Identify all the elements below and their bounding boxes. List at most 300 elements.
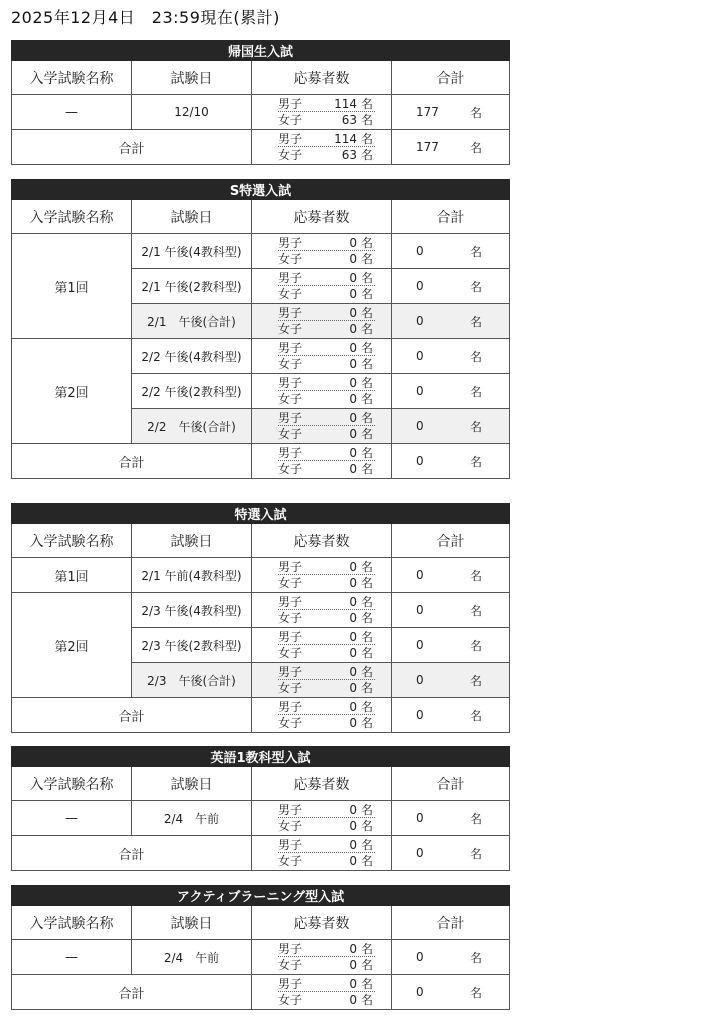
table-title-row [12,180,510,200]
applicants-cell [252,409,392,444]
unit-label: 名 [361,322,374,336]
header-exam-name: 入学試験名称 [12,767,132,801]
male-count [278,340,375,356]
count-value: 0 [349,375,357,390]
gender-label: 男子 [278,96,303,111]
total-value: 0 [416,244,424,258]
unit-label: 名 [470,349,483,364]
unit-label: 名 [470,603,483,618]
sum-row [12,975,510,1010]
exam-name-cell: 第2回 [12,339,132,444]
total-cell [392,698,510,733]
table-row [12,940,510,975]
applicants-breakdown [252,975,391,1009]
male-count [278,410,375,426]
female-count [278,645,375,661]
total-value: 0 [416,638,424,652]
gender-label: 男子 [278,235,303,250]
unit-label: 名 [361,148,374,162]
table-title: アクティブラーニング型入試 [12,886,510,906]
count-value: 0 [349,837,357,852]
exam-name-cell: — [12,801,132,836]
unit-label: 名 [361,270,374,285]
male-count [278,96,375,112]
unit-label: 名 [470,846,483,861]
count-value: 0 [349,802,357,817]
header-exam-name: 入学試験名称 [12,906,132,940]
exam-date-cell: 2/2 午後(2教科型) [132,374,252,409]
applicants-breakdown [252,409,391,443]
exam-date-cell: 2/1 午後(合計) [132,304,252,339]
unit-label: 名 [470,568,483,583]
sum-row [12,698,510,733]
applicants-cell [252,304,392,339]
header-exam-date: 試験日 [132,200,252,234]
female-count [278,818,375,834]
unit-label: 名 [361,611,374,625]
unit-label: 名 [361,664,374,679]
total-cell [392,628,510,663]
male-count [278,976,375,992]
table-row [12,558,510,593]
total-value: 0 [416,950,424,964]
sum-label: 合計 [12,836,252,871]
applicants-breakdown [252,940,391,974]
female-count [278,356,375,372]
applicants-cell [252,269,392,304]
applicants-cell [252,95,392,130]
table-title: 英語1教科型入試 [12,747,510,767]
header-row [12,200,510,234]
female-count [278,321,375,337]
header-row [12,61,510,95]
table-title-row [12,504,510,524]
count-value: 0 [349,445,357,460]
applicants-cell [252,593,392,628]
unit-label: 名 [361,392,374,406]
male-count [278,837,375,853]
unit-label: 名 [470,384,483,399]
gender-label: 女子 [278,576,303,590]
gender-label: 女子 [278,113,303,127]
male-count [278,629,375,645]
total-cell [392,593,510,628]
entrance-exam-table [11,503,510,733]
header-exam-date: 試験日 [132,767,252,801]
total-value: 0 [416,568,424,582]
header-exam-name: 入学試験名称 [12,200,132,234]
gender-label: 女子 [278,287,303,301]
sum-row [12,836,510,871]
applicants-cell [252,374,392,409]
total-value: 0 [416,384,424,398]
unit-label: 名 [361,252,374,266]
total-cell [392,663,510,698]
male-count [278,445,375,461]
total-value: 0 [416,985,424,999]
total-cell [392,304,510,339]
applicants-cell [252,444,392,479]
unit-label: 名 [361,941,374,956]
gender-label: 男子 [278,802,303,817]
gender-label: 男子 [278,976,303,991]
count-value: 0 [349,462,357,476]
total-value: 0 [416,279,424,293]
applicants-breakdown [252,339,391,373]
gender-label: 男子 [278,445,303,460]
unit-label: 名 [470,708,483,723]
total-value: 0 [416,673,424,687]
gender-label: 女子 [278,819,303,833]
unit-label: 名 [361,427,374,441]
count-value: 0 [349,427,357,441]
applicants-cell [252,940,392,975]
applicants-cell [252,339,392,374]
total-value: 0 [416,454,424,468]
applicants-breakdown [252,558,391,592]
unit-label: 名 [361,802,374,817]
total-cell [392,444,510,479]
total-cell [392,409,510,444]
female-count [278,112,375,128]
unit-label: 名 [470,638,483,653]
gender-label: 男子 [278,131,303,146]
header-exam-date: 試験日 [132,61,252,95]
entrance-exam-table [11,746,510,871]
unit-label: 名 [361,837,374,852]
unit-label: 名 [361,646,374,660]
male-count [278,594,375,610]
total-cell [392,234,510,269]
unit-label: 名 [470,985,483,1000]
unit-label: 名 [470,419,483,434]
applicants-cell [252,836,392,871]
female-count [278,286,375,302]
header-total: 合計 [392,524,510,558]
count-value: 0 [349,819,357,833]
gender-label: 男子 [278,629,303,644]
applicants-cell [252,234,392,269]
male-count [278,235,375,251]
count-value: 114 [334,96,357,111]
applicants-breakdown [252,374,391,408]
unit-label: 名 [470,244,483,259]
gender-label: 女子 [278,322,303,336]
applicants-breakdown [252,836,391,870]
unit-label: 名 [361,445,374,460]
header-total: 合計 [392,906,510,940]
unit-label: 名 [361,594,374,609]
unit-label: 名 [361,287,374,301]
female-count [278,147,375,163]
total-cell [392,339,510,374]
header-total: 合計 [392,200,510,234]
header-total: 合計 [392,767,510,801]
count-value: 0 [349,235,357,250]
entrance-exam-table [11,885,510,1010]
gender-label: 男子 [278,594,303,609]
applicants-cell [252,558,392,593]
male-count [278,802,375,818]
count-value: 0 [349,340,357,355]
gender-label: 女子 [278,681,303,695]
count-value: 0 [349,357,357,371]
gender-label: 男子 [278,664,303,679]
unit-label: 名 [470,105,483,120]
table-row [12,593,510,628]
applicants-breakdown [252,234,391,268]
unit-label: 名 [470,314,483,329]
unit-label: 名 [361,681,374,695]
count-value: 0 [349,646,357,660]
header-applicants: 応募者数 [252,767,392,801]
count-value: 63 [341,148,357,162]
total-cell [392,130,510,165]
female-count [278,680,375,696]
male-count [278,305,375,321]
count-value: 0 [349,252,357,266]
unit-label: 名 [361,340,374,355]
female-count [278,992,375,1008]
sum-label: 合計 [12,130,252,165]
gender-label: 男子 [278,340,303,355]
header-exam-name: 入学試験名称 [12,524,132,558]
sum-row [12,130,510,165]
exam-date-cell: 2/3 午後(合計) [132,663,252,698]
total-value: 0 [416,811,424,825]
total-value: 0 [416,349,424,363]
count-value: 0 [349,941,357,956]
unit-label: 名 [470,950,483,965]
unit-label: 名 [361,559,374,574]
unit-label: 名 [361,819,374,833]
gender-label: 女子 [278,148,303,162]
gender-label: 男子 [278,699,303,714]
header-total: 合計 [392,61,510,95]
gender-label: 女子 [278,427,303,441]
count-value: 0 [349,287,357,301]
gender-label: 女子 [278,357,303,371]
unit-label: 名 [361,357,374,371]
unit-label: 名 [361,993,374,1007]
female-count [278,426,375,442]
applicants-cell [252,130,392,165]
exam-date-cell: 2/1 午後(4教科型) [132,234,252,269]
female-count [278,853,375,869]
male-count [278,559,375,575]
male-count [278,375,375,391]
unit-label: 名 [361,716,374,730]
total-cell [392,940,510,975]
page-title: 2025年12月4日 23:59現在(累計) [11,8,280,27]
male-count [278,131,375,147]
count-value: 0 [349,681,357,695]
applicants-breakdown [252,663,391,697]
count-value: 0 [349,629,357,644]
header-row [12,906,510,940]
table-row [12,95,510,130]
header-exam-date: 試験日 [132,906,252,940]
gender-label: 女子 [278,462,303,476]
count-value: 0 [349,410,357,425]
applicants-cell [252,975,392,1010]
total-value: 0 [416,603,424,617]
table-row [12,234,510,269]
unit-label: 名 [470,673,483,688]
female-count [278,575,375,591]
total-cell [392,558,510,593]
table-row [12,801,510,836]
applicants-breakdown [252,269,391,303]
unit-label: 名 [470,279,483,294]
unit-label: 名 [361,976,374,991]
unit-label: 名 [361,462,374,476]
male-count [278,664,375,680]
count-value: 0 [349,576,357,590]
gender-label: 男子 [278,559,303,574]
total-cell [392,374,510,409]
header-applicants: 応募者数 [252,524,392,558]
unit-label: 名 [470,140,483,155]
exam-name-cell: — [12,95,132,130]
unit-label: 名 [361,235,374,250]
applicants-cell [252,698,392,733]
unit-label: 名 [470,811,483,826]
header-applicants: 応募者数 [252,61,392,95]
exam-name-cell: — [12,940,132,975]
sum-label: 合計 [12,975,252,1010]
unit-label: 名 [361,305,374,320]
gender-label: 男子 [278,305,303,320]
unit-label: 名 [361,629,374,644]
count-value: 0 [349,270,357,285]
total-cell [392,95,510,130]
gender-label: 女子 [278,392,303,406]
total-value: 0 [416,419,424,433]
count-value: 0 [349,611,357,625]
count-value: 0 [349,392,357,406]
total-cell [392,836,510,871]
total-value: 177 [416,140,439,154]
unit-label: 名 [361,576,374,590]
exam-date-cell: 2/3 午後(4教科型) [132,593,252,628]
count-value: 0 [349,958,357,972]
sum-row [12,444,510,479]
exam-name-cell: 第2回 [12,593,132,698]
applicants-breakdown [252,801,391,835]
sum-label: 合計 [12,698,252,733]
table-title: 特選入試 [12,504,510,524]
gender-label: 女子 [278,646,303,660]
count-value: 0 [349,854,357,868]
applicants-breakdown [252,444,391,478]
female-count [278,610,375,626]
total-cell [392,801,510,836]
unit-label: 名 [361,113,374,127]
count-value: 0 [349,594,357,609]
gender-label: 女子 [278,993,303,1007]
applicants-breakdown [252,698,391,732]
count-value: 0 [349,993,357,1007]
gender-label: 女子 [278,958,303,972]
female-count [278,957,375,973]
exam-date-cell: 2/1 午前(4教科型) [132,558,252,593]
count-value: 114 [334,131,357,146]
unit-label: 名 [361,410,374,425]
exam-name-cell: 第1回 [12,558,132,593]
gender-label: 女子 [278,252,303,266]
total-value: 0 [416,708,424,722]
male-count [278,270,375,286]
gender-label: 女子 [278,611,303,625]
applicants-cell [252,663,392,698]
exam-date-cell: 12/10 [132,95,252,130]
header-exam-date: 試験日 [132,524,252,558]
exam-date-cell: 2/2 午後(合計) [132,409,252,444]
entrance-exam-table [11,179,510,479]
applicants-cell [252,628,392,663]
table-title: S特選入試 [12,180,510,200]
table-row [12,339,510,374]
table-title-row [12,41,510,61]
gender-label: 男子 [278,410,303,425]
count-value: 0 [349,699,357,714]
count-value: 63 [341,113,357,127]
gender-label: 男子 [278,375,303,390]
unit-label: 名 [361,854,374,868]
unit-label: 名 [470,454,483,469]
gender-label: 男子 [278,941,303,956]
female-count [278,715,375,731]
exam-date-cell: 2/1 午後(2教科型) [132,269,252,304]
female-count [278,391,375,407]
female-count [278,461,375,477]
header-exam-name: 入学試験名称 [12,61,132,95]
count-value: 0 [349,559,357,574]
gender-label: 男子 [278,837,303,852]
gender-label: 女子 [278,854,303,868]
header-applicants: 応募者数 [252,906,392,940]
applicants-breakdown [252,304,391,338]
entrance-exam-table [11,40,510,165]
total-value: 0 [416,314,424,328]
header-row [12,767,510,801]
table-title: 帰国生入試 [12,41,510,61]
unit-label: 名 [361,375,374,390]
header-row [12,524,510,558]
count-value: 0 [349,716,357,730]
unit-label: 名 [361,958,374,972]
table-title-row [12,747,510,767]
total-cell [392,269,510,304]
sum-label: 合計 [12,444,252,479]
applicants-breakdown [252,95,391,129]
male-count [278,699,375,715]
unit-label: 名 [361,131,374,146]
applicants-cell [252,801,392,836]
total-value: 177 [416,105,439,119]
count-value: 0 [349,322,357,336]
count-value: 0 [349,305,357,320]
total-cell [392,975,510,1010]
header-applicants: 応募者数 [252,200,392,234]
count-value: 0 [349,976,357,991]
female-count [278,251,375,267]
exam-date-cell: 2/4 午前 [132,940,252,975]
unit-label: 名 [361,699,374,714]
table-title-row [12,886,510,906]
gender-label: 女子 [278,716,303,730]
